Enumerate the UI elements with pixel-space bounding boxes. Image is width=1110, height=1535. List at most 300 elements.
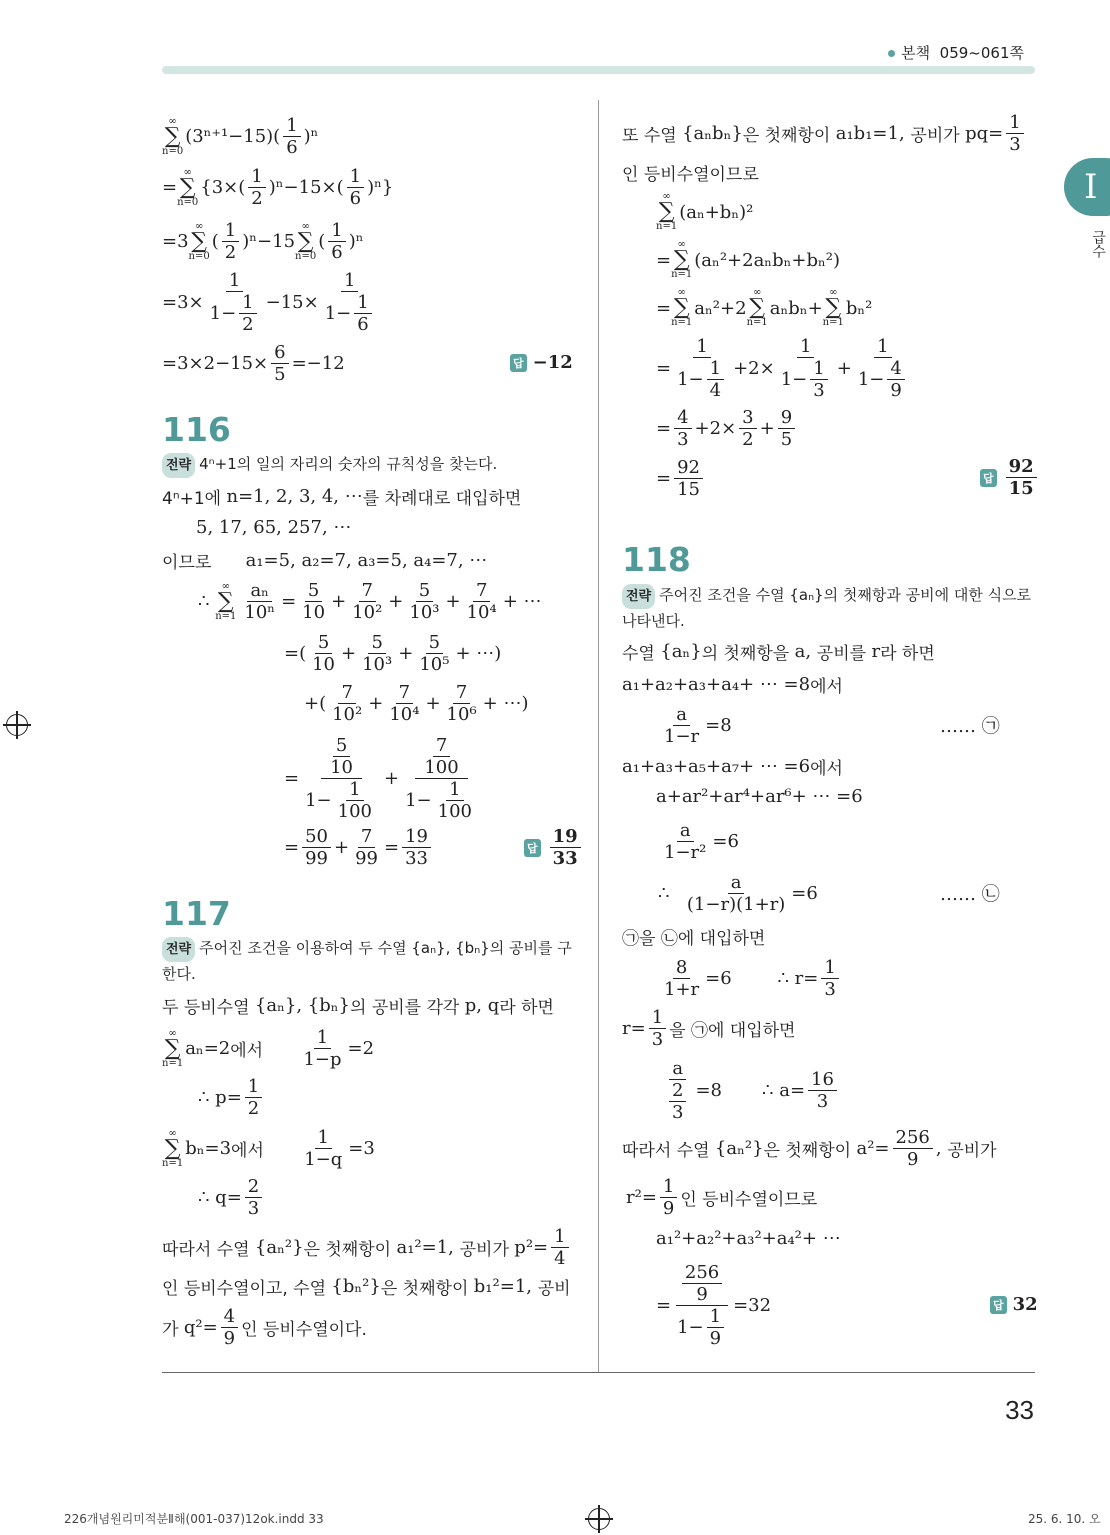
chapter-tab (1064, 158, 1110, 216)
math-text: 10ⁿ (244, 602, 276, 623)
sigma-symbol: ∑ (164, 123, 181, 149)
math-text: 9 (662, 1198, 675, 1219)
math-text: 1 (449, 779, 461, 800)
numerator (810, 358, 827, 380)
sum-upper: ∞ (829, 287, 838, 298)
math-text: 10² (352, 602, 383, 623)
math-text: (1−r)(1+r) (686, 894, 786, 915)
math-line (622, 112, 1027, 155)
korean-text: 에서 (230, 1041, 264, 1061)
numerator (359, 580, 376, 602)
fraction (778, 336, 834, 401)
numerator (321, 735, 362, 779)
denominator (302, 848, 331, 869)
math-text: 1 (824, 957, 836, 978)
math-text: 1 (251, 166, 263, 187)
math-text: (aₙ+bₙ)² (679, 201, 754, 223)
sum-lower: n=1 (215, 610, 237, 622)
fraction (674, 336, 730, 401)
fraction (661, 820, 709, 863)
math-text: = (284, 768, 300, 789)
fraction (352, 826, 381, 869)
math-text: (aₙ²+2aₙbₙ+bₙ²) (694, 249, 841, 271)
math-text: 1 (228, 270, 241, 291)
denominator (402, 848, 431, 869)
bottom-rule (162, 1372, 1035, 1373)
fraction (810, 358, 827, 401)
math-text: )ⁿ} (367, 177, 394, 198)
sum-upper: ∞ (194, 220, 204, 232)
math-text: 10 (302, 602, 326, 623)
sum-upper: ∞ (168, 115, 177, 127)
math-text: = (656, 249, 672, 271)
math-text: 9 (890, 380, 902, 401)
math-line (656, 336, 914, 401)
korean-text: 에서 (810, 759, 843, 779)
korean-text: 또 수열 (622, 126, 683, 146)
numerator (473, 580, 490, 602)
math-text: 10³ (362, 654, 393, 675)
korean-text: 의 첫째항을 (701, 644, 795, 664)
math-text: {3×( (200, 177, 246, 198)
denominator (241, 602, 278, 623)
math-text: 1− (677, 369, 704, 390)
math-text: 1 (357, 292, 369, 313)
answer-numerator: 19 (550, 826, 581, 848)
math-text: 6 (349, 188, 362, 209)
problem-number: 116 (162, 410, 231, 449)
sum-lower: n=1 (162, 1057, 184, 1069)
math-text: )ⁿ (303, 126, 319, 147)
math-text: 19 (405, 826, 428, 847)
math-text: (3ⁿ⁺¹−15)( (185, 126, 281, 147)
math-text: 3 (247, 1198, 260, 1219)
math-text: 5 (317, 632, 330, 653)
math-text: 1− (305, 790, 332, 811)
math-text: = (384, 837, 400, 858)
fraction (893, 1127, 933, 1170)
numerator (551, 1226, 568, 1248)
math-text: 1 (799, 336, 812, 357)
summation (295, 222, 316, 262)
numerator (305, 580, 322, 602)
math-text: 1 (247, 1076, 260, 1097)
denominator (406, 602, 442, 623)
korean-text: 에서 (810, 677, 843, 697)
korean-text: 공비 (537, 1279, 571, 1299)
numerator (649, 1007, 666, 1029)
math-text: 5 (335, 735, 348, 756)
math-text: 5 (274, 364, 286, 385)
denominator (222, 242, 239, 263)
sum-lower: n=0 (162, 145, 184, 157)
numerator (247, 580, 272, 602)
fraction (329, 682, 365, 725)
fraction (302, 826, 331, 869)
math-line (284, 735, 484, 822)
fraction (402, 826, 431, 869)
numerator (674, 457, 703, 479)
math-text: 50 (305, 826, 328, 847)
denominator (354, 314, 371, 335)
math-text: + (425, 693, 441, 714)
summation (671, 240, 692, 280)
numerator (728, 872, 745, 894)
math-text: 5 (307, 580, 320, 601)
sum-upper: ∞ (677, 287, 686, 298)
denominator (245, 1098, 262, 1119)
denominator (245, 1198, 262, 1219)
math-text: 15 (677, 479, 700, 500)
math-text: )ⁿ (348, 231, 364, 252)
denominator (301, 1149, 345, 1170)
numerator (893, 1127, 933, 1149)
fraction (684, 872, 788, 915)
math-line (198, 1176, 265, 1219)
math-text: 9 (709, 1328, 722, 1349)
math-text: =6 (791, 883, 818, 904)
math-line (656, 288, 872, 328)
math-line (656, 407, 798, 450)
math-text: 1 (331, 220, 343, 241)
numerator (415, 735, 467, 779)
strategy-text: 주어진 조건을 수열 {aₙ}의 첫째항과 공비에 대한 식으로 나타낸다. (622, 586, 1032, 630)
math-text: 1 (651, 1007, 664, 1028)
korean-text: 인 등비수열이고, 수열 (162, 1279, 332, 1299)
math-line (656, 1228, 841, 1249)
denominator (359, 654, 395, 675)
denominator (1006, 134, 1023, 155)
math-text: = (162, 177, 178, 198)
strategy-badge: 전략 (622, 584, 655, 609)
math-text: {aₙbₙ} (682, 123, 743, 144)
math-text: 16 (811, 1069, 834, 1090)
math-line (198, 580, 542, 623)
math-line (622, 924, 765, 949)
math-text: a₁=5, a₂=7, a₃=5, a₄=7, ⋯ (211, 550, 488, 571)
fraction (328, 220, 345, 263)
math-text: 99 (305, 848, 328, 869)
fraction (444, 682, 480, 725)
numerator (797, 336, 814, 358)
fraction (661, 704, 702, 747)
denominator (674, 429, 691, 450)
math-text: 7 (360, 826, 373, 847)
sum-upper: ∞ (168, 1127, 177, 1139)
math-text: =8 (705, 715, 732, 736)
math-text: =−12 (291, 353, 345, 374)
fraction (739, 407, 756, 450)
sum-upper: ∞ (183, 166, 192, 178)
sum-lower: n=1 (656, 221, 678, 232)
math-text: a₁²=1, (396, 1237, 460, 1258)
denominator (904, 1149, 921, 1170)
math-text: =8 ∴ a= (695, 1080, 806, 1101)
denominator (674, 479, 703, 500)
math-text: 3 (1009, 134, 1021, 155)
math-text: 1− (209, 303, 237, 324)
fraction (406, 580, 442, 623)
fraction (551, 1226, 568, 1269)
sum-lower: n=1 (822, 317, 844, 328)
sum-upper: ∞ (221, 580, 230, 592)
math-text: + (331, 591, 347, 612)
math-text: 1 (554, 1226, 566, 1247)
math-text: = (656, 418, 672, 439)
fraction (322, 270, 378, 335)
math-text: 1+r (664, 979, 700, 1000)
answer-value: 32 (1012, 1294, 1038, 1315)
math-text: 9 (780, 407, 793, 428)
answer-icon: 답 (524, 839, 541, 857)
numerator (673, 957, 690, 979)
math-text: a₁²+a₂²+a₃²+a₄²+ ⋯ (656, 1228, 841, 1249)
numerator (660, 1176, 677, 1198)
korean-text: 가 (162, 1320, 184, 1340)
korean-text: 라 하면 (880, 644, 935, 664)
math-text: 1 (709, 358, 722, 379)
korean-text: 에서 (231, 1141, 264, 1161)
math-text: 1 (1009, 112, 1021, 133)
math-text: 1 (696, 336, 708, 357)
math-text: r= (622, 1018, 646, 1039)
math-text: 1− (780, 369, 808, 390)
fraction (887, 358, 904, 401)
math-text: {aₙ}, {bₙ} (254, 995, 351, 1016)
math-text: 99 (355, 848, 378, 869)
math-text: a (730, 872, 742, 893)
problem-number: 117 (162, 894, 231, 933)
math-text: 1 (709, 1306, 722, 1327)
math-text: p, q (464, 995, 500, 1016)
math-text: =6 (712, 831, 739, 852)
sum-upper: ∞ (301, 220, 310, 232)
math-text: + (759, 418, 775, 439)
math-text: 3 (651, 1029, 664, 1050)
page-reference (888, 42, 1024, 63)
numerator (338, 682, 355, 704)
denominator (386, 704, 422, 725)
denominator (283, 137, 300, 158)
math-line (622, 160, 759, 185)
math-line (162, 548, 487, 573)
answer-denominator: 15 (1008, 478, 1034, 499)
fraction (248, 166, 265, 209)
page-number: 33 (1005, 1395, 1034, 1425)
korean-text: 공비를 (816, 644, 872, 664)
math-text: + (388, 591, 404, 612)
numerator (674, 407, 691, 429)
math-text: 10⁶ (446, 704, 477, 725)
fraction (245, 1076, 262, 1119)
numerator (248, 166, 265, 188)
math-text: 1 (349, 779, 361, 800)
math-text: = (656, 468, 672, 489)
numerator (245, 1076, 262, 1098)
denominator (221, 1328, 238, 1349)
numerator (315, 632, 332, 654)
numerator (416, 580, 433, 602)
denominator (674, 358, 730, 401)
math-text: a₁b₁=1, (835, 123, 911, 144)
numerator (821, 957, 838, 979)
denominator (248, 188, 265, 209)
numerator (396, 682, 413, 704)
denominator (821, 979, 838, 1000)
math-text: 256 (684, 1262, 720, 1283)
math-line (284, 826, 434, 869)
numerator (673, 704, 690, 726)
fraction (402, 735, 481, 822)
korean-text: 두 등비수열 (162, 998, 255, 1018)
math-text: 2 (247, 1176, 260, 1197)
math-text: 9 (906, 1149, 919, 1170)
math-text: 5 (428, 632, 441, 653)
sum-upper: ∞ (168, 1027, 177, 1039)
strategy (622, 583, 1042, 634)
numerator (433, 735, 450, 757)
denominator (402, 779, 481, 822)
math-text: bₙ=3 (185, 1138, 232, 1159)
math-text: 1 (242, 292, 254, 313)
fraction (808, 1069, 837, 1112)
fraction (241, 580, 278, 623)
math-text: a₁+a₃+a₅+a₇+ ⋯ =6 (622, 756, 811, 777)
denominator (207, 292, 263, 335)
summation (162, 1129, 183, 1169)
math-text: )ⁿ−15×( (268, 177, 344, 198)
math-text: = (284, 837, 300, 858)
math-text: 1 (343, 270, 356, 291)
fraction (359, 632, 395, 675)
numerator (739, 407, 756, 429)
denominator (327, 757, 356, 778)
strategy (162, 452, 582, 478)
denominator (300, 1049, 344, 1070)
math-text: 2 (247, 1098, 260, 1119)
fraction (821, 957, 838, 1000)
math-text: 1 (349, 166, 362, 187)
math-line (656, 1262, 771, 1349)
math-text: + (836, 358, 852, 379)
math-text: =3 (162, 231, 189, 252)
strategy-badge: 전략 (162, 453, 195, 478)
fraction (245, 1176, 262, 1219)
math-line (162, 220, 364, 263)
korean-text: 따라서 수열 (162, 1240, 255, 1260)
problem-number: 118 (622, 540, 691, 579)
equation-marker: …… ㉡ (940, 884, 1000, 905)
korean-text: 의 공비를 각각 (350, 998, 465, 1018)
sum-upper: ∞ (662, 191, 671, 202)
numerator (808, 1069, 837, 1091)
math-line (658, 957, 842, 1000)
denominator (416, 654, 452, 675)
math-line (162, 342, 345, 385)
math-text: 6 (357, 314, 369, 335)
numerator (302, 826, 331, 848)
numerator (402, 826, 431, 848)
math-text: 1 (317, 1127, 329, 1148)
math-text: 2 (251, 188, 263, 209)
math-text: 10 (312, 654, 336, 675)
numerator (677, 820, 694, 842)
reference-label: 본책 (901, 44, 931, 62)
math-text: =6 ∴ r= (705, 968, 819, 989)
math-text: a (676, 704, 687, 725)
math-text: p²= (514, 1237, 549, 1258)
math-line (658, 704, 732, 747)
math-text: 1−q (304, 1149, 343, 1170)
math-text: 10⁴ (466, 602, 497, 623)
math-text: 1 (224, 220, 237, 241)
header-bar (162, 66, 1035, 74)
sigma-symbol: ∑ (217, 588, 234, 614)
numerator (271, 342, 288, 364)
math-text: aₙbₙ+ (769, 297, 823, 319)
korean-text: 은 첫째항이 (742, 126, 836, 146)
math-text: )ⁿ−15 (242, 231, 296, 252)
sum-lower: n=0 (177, 196, 199, 208)
math-text: 5 (418, 580, 431, 601)
numerator (669, 1080, 686, 1102)
korean-text: 인 등비수열이므로 (680, 1190, 818, 1210)
math-text: 2 (242, 314, 254, 335)
sigma-symbol: ∑ (673, 295, 690, 320)
sum-upper: ∞ (752, 287, 762, 298)
answer (990, 1294, 1038, 1315)
summation (177, 168, 198, 208)
math-text: ( (211, 231, 219, 252)
math-text: 3 (813, 380, 825, 401)
summation (823, 288, 844, 328)
korean-text: 은 첫째항이 (763, 1141, 857, 1161)
summation (747, 288, 768, 328)
math-text: b₁²=1, (473, 1276, 538, 1297)
denominator (435, 801, 475, 822)
denominator (322, 292, 378, 335)
fraction (661, 957, 702, 1000)
fraction (649, 1007, 666, 1050)
math-text: a (672, 1058, 684, 1079)
math-text: 2 (742, 429, 754, 450)
math-text: + (341, 643, 357, 664)
math-line (622, 1007, 795, 1050)
math-text: 100 (337, 801, 372, 822)
sum-lower: n=1 (671, 269, 693, 280)
denominator (707, 380, 724, 401)
sigma-symbol: ∑ (191, 228, 207, 254)
fraction (302, 735, 381, 822)
math-text: 1− (405, 790, 432, 811)
sum-lower: n=1 (671, 317, 693, 328)
math-text: 5, 17, 65, 257, ⋯ (196, 517, 352, 538)
sigma-symbol: ∑ (164, 1035, 181, 1061)
registration-mark-icon (588, 1508, 610, 1530)
sigma-symbol: ∑ (179, 174, 196, 200)
math-text: 5 (371, 632, 383, 653)
math-text: 8 (675, 957, 688, 978)
korean-text: 인 등비수열이므로 (622, 165, 759, 185)
summation (162, 117, 183, 157)
denominator (299, 602, 328, 623)
numerator (669, 1058, 686, 1080)
denominator (661, 979, 702, 1000)
math-text: 1 (877, 336, 889, 357)
math-text: a²= (856, 1138, 890, 1159)
denominator (684, 894, 788, 915)
math-text: ∴ (658, 883, 681, 904)
